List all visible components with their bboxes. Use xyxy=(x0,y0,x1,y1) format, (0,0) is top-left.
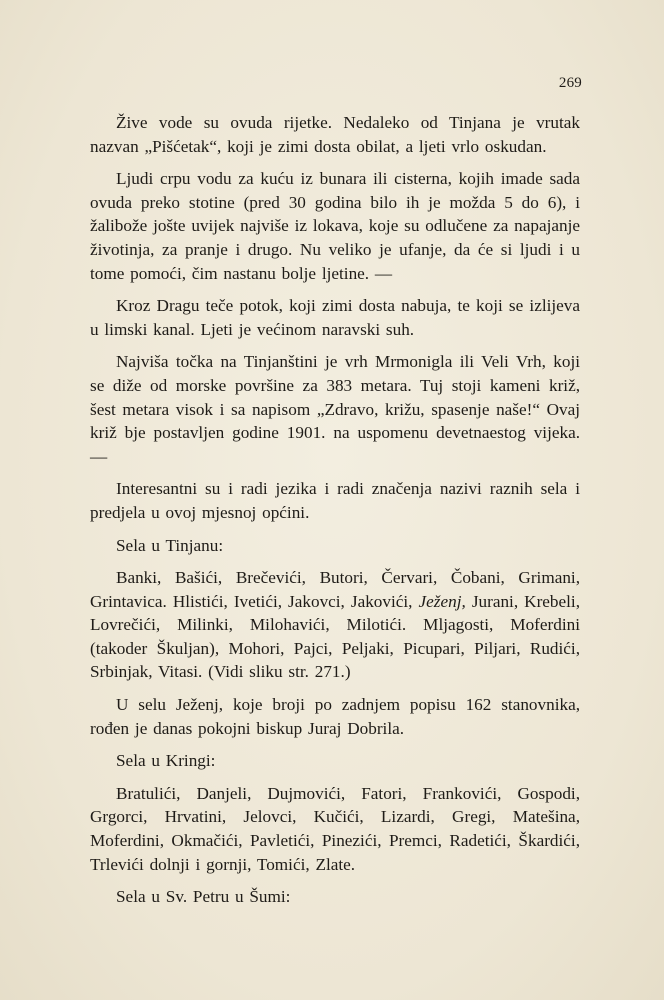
paragraph-p4 xyxy=(90,350,580,468)
paragraph-villages-kringa xyxy=(90,782,580,876)
paragraph-p5 xyxy=(90,477,580,524)
paragraph-villages-tinjan xyxy=(90,566,580,684)
paragraph-p1 xyxy=(90,111,580,158)
paragraph-p2 xyxy=(90,167,580,285)
text-segment: Bratulići, Danjeli, Dujmovići, Fatori, Frankovići, Gospodi, Grgorci, Hrvatini, Jelovci, Kučići, Lizardi, Gregi, Matešina, Moferdini, Okmačići, Pavletići, Pinezići, Premci, Radetići, Škardići, Trlevići dolnji i gornji, Tomići, Zlate. xyxy=(90,783,580,874)
section-heading-tinjan xyxy=(90,534,580,558)
text-segment: Sela u Sv. Petru u Šumi: xyxy=(116,887,291,907)
section-heading-kringa xyxy=(90,749,580,773)
text-segment: Žive vode su ovuda rijetke. Nedaleko od Tinjana je vrutak nazvan „Pišćetak“, koji je zimi dosta obilat, a ljeti vrlo oskudan. xyxy=(90,113,580,156)
page-number: 269 xyxy=(558,75,582,91)
section-heading-sv-petar xyxy=(90,885,580,909)
text-segment: Najviša točka na Tinjanštini je vrh Mrmoniglа ili Veli Vrh, koji se diže od morske površine za 383 metara. Tuj stoji kameni križ, šest metara visok i sa napisom „Zdravo, križu, spasenje naše!“ Ovaj križ bje postavljen godine 1901. na uspomenu devetnaestog vijeka. — xyxy=(90,352,580,466)
paragraph-p8 xyxy=(90,693,580,740)
paragraph-p3 xyxy=(90,294,580,341)
text-segment: Ljudi crpu vodu za kuću iz bunara ili cisterna, kojih imade sada ovuda preko stotine (pred 30 godina bilo ih je možda 5 do 6), i žalibože jošte uvijek najviše iz lokava, koje su odlučene za napajanje životinja, za pranje i drugo. Nu veliko je ufanje, da će si ljudi i u tome pomoći, čim nastanu bolje ljetine. — xyxy=(90,169,580,283)
text-segment: Interesantni su i radi jezika i radi značenja nazivi raznih sela i predjela u ovoj mjesnoj općini. xyxy=(90,479,580,522)
body-text xyxy=(90,111,580,909)
text-segment: Banki, Bašići, Brečevići, Butori, Červari, Čobani, Grimani, Grintavica. Hlistići, Ivetići, Jakovci, Jakovići, xyxy=(90,568,580,611)
text-segment: Jurani, Krebeli, Lovrečići, Milinki, Milohavići, Milotići. Mljagosti, Moferdini (takoder Škuljan), Mohori, Pajci, Peljaki, Picupari, Piljari, Rudići, Srbinjak, Vitasi. (Vidi sliku str. 271.) xyxy=(90,591,581,682)
text-segment-italic: Ježenj, xyxy=(418,591,466,611)
text-segment: Sela u Kringi: xyxy=(116,751,216,771)
text-segment: Kroz Dragu teče potok, koji zimi dosta nabuja, te koji se izlijeva u limski kanal. Ljeti je većinom naravski suh. xyxy=(90,296,580,339)
text-segment: U selu Ježenj, koje broji po zadnjem popisu 162 stanovnika, rođen je danas pokojni biskup Juraj Dobrila. xyxy=(90,695,580,738)
text-segment: Sela u Tinjanu: xyxy=(116,535,224,555)
